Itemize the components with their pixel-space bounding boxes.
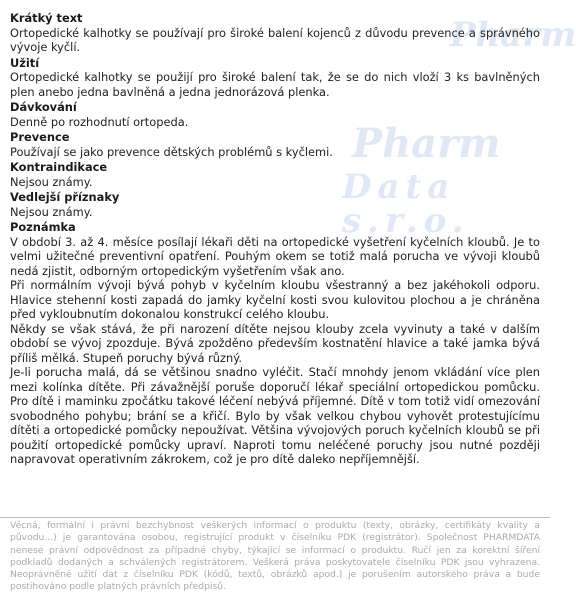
watermark-line-1: Pharm	[450, 15, 576, 55]
section-text: Někdy se však stává, že při narození dítěte nejsou klouby zcela vyvinuty a také v dalším období se vývoj zpozduje. Bývá zpožděno především kostnatění hlavice a také jamka bývá příliš mělká. Stupeň poruchy bývá různý.	[10, 321, 540, 365]
section-text: Při normálním vývoji bývá pohyb v kyčelním kloubu všestranný a bez jakéhokoli odporu. Hlavice stehenní kosti zapadá do jamky kyčelní kosti svou kulovitou plochou a je chráněna před vykloubnutím dokonalou konstrukcí celého kloubu.	[10, 278, 540, 321]
watermark-line-3: Data s.r.o.	[342, 167, 470, 241]
section-contraindications	[10, 160, 540, 189]
section-heading: Krátký text	[10, 11, 83, 25]
section-heading: Kontraindikace	[10, 160, 108, 174]
section-text: Ortopedické kalhotky se použijí pro široké balení tak, že se do nich vloží 3 ks bavlněných plen anebo jedna bavlněná a jedna jednorázová plenka.	[10, 70, 540, 99]
section-heading: Užití	[10, 55, 40, 70]
section-text: V období 3. až 4. měsíce posílají lékaři děti na ortopedické vyšetření kyčelních kloubů. Je to velmi užitečné preventivní opatření. Pouhým okem se totiž malá porucha ve vývoji kloubů nedá zjistit, odborným ortopedickým vyšetřením však ano.	[10, 234, 540, 278]
section-prevention	[10, 130, 540, 159]
section-side-effects	[10, 190, 540, 219]
section-text: Používají se jako prevence dětských problémů s kyčlemi.	[10, 144, 333, 159]
section-heading: Vedlejší příznaky	[10, 190, 120, 204]
section-heading: Prevence	[10, 130, 70, 144]
divider	[0, 517, 550, 518]
disclaimer: Věcná, formální i právní bezchybnost veškerých informací o produktu (texty, obrázky, certifikáty kvality a původu...) je garantována osobou, registrující produkt v číselníku PDK (registrátor). Společnost PHARMDATA nenese právní odpovědnost za případné chyby, týkající se informací o produktu. Ručí jen za korektní šíření podkladů dodaných a schválených registrátorem. Veškerá práva poskytovatele číselníku PDK jsou vyhrazena. Neoprávněné užití dat z číselníku PDK (kódů, textů, obrázků apod.) je porušením autorského práva a bude postihováno podle platných právních předpisů.	[10, 520, 540, 593]
section-heading: Poznámka	[10, 220, 76, 234]
section-text: Je-li porucha malá, dá se většinou snadno vyléčit. Stačí mnohdy jenom vkládání více plen mezi kolínka dítěte. Při závažnější poruše doporučí lékař speciální ortopedickou pomůcku. Pro dítě i maminku zpočátku takové léčení nebývá příjemné. Dítě v tom totiž vidí omezování svobodného pohybu; brání se a křičí. Bylo by však velkou chybou vyhovět protestujícímu dítěti a ortopedické pomůcky nepoužívat. Většina vývojových poruch kyčelních kloubů se při použití ortopedické pomůcky upraví. Naproti tomu neléčené poruchy jsou nutné později napravovat operativním zákrokem, což je pro dítě daleko nepříjemnější.	[10, 365, 540, 466]
section-heading: Dávkování	[10, 100, 77, 114]
section-text: Ortopedické kalhotky se používají pro široké balení kojenců z důvodu prevence a správného vývoje kyčlí.	[10, 25, 540, 54]
section-text: Nejsou známy.	[10, 174, 93, 189]
section-text: Nejsou známy.	[10, 204, 93, 219]
section-note	[10, 220, 540, 467]
watermark-line-2: Pharm	[352, 120, 501, 167]
product-info	[10, 11, 540, 468]
section-dosage	[10, 100, 540, 129]
section-short-text	[10, 11, 540, 55]
section-usage	[10, 56, 540, 100]
section-text: Denně po rozhodnutí ortopeda.	[10, 114, 189, 129]
